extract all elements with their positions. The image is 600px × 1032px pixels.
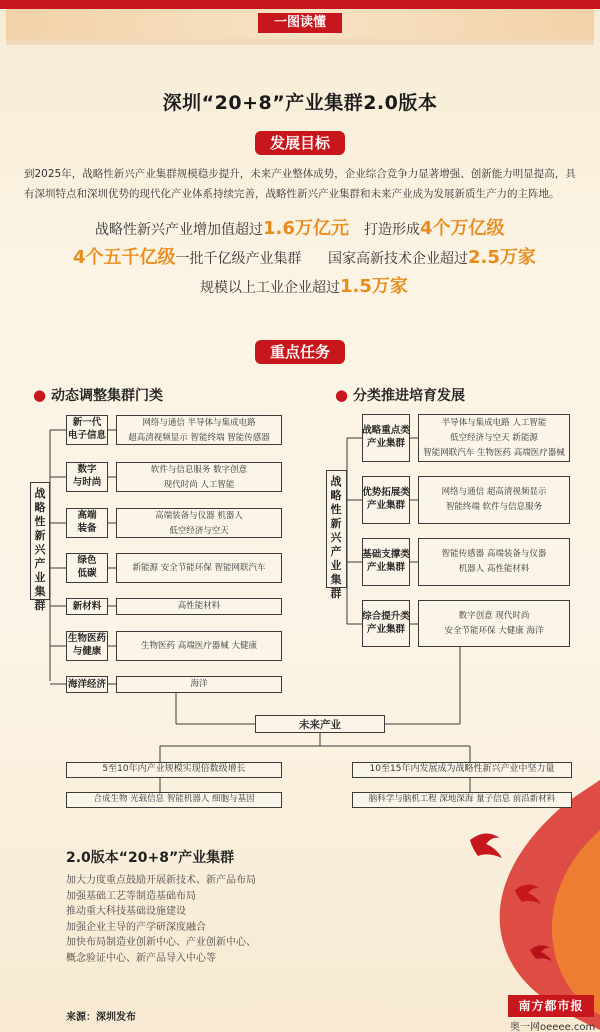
right-row-items-line1: 半导体与集成电路 人工智能 xyxy=(441,418,547,428)
right-row-label-line2: 产业集群 xyxy=(366,438,405,449)
target3-value: 4个五千亿级 xyxy=(73,247,176,268)
version-list xyxy=(66,873,366,966)
left-row-label: 海洋经济 xyxy=(67,679,106,690)
version-title: 2.0版本“20+8”产业集群 xyxy=(66,850,235,866)
newspaper-logo: 南方都市报 xyxy=(508,995,594,1017)
left-row-label xyxy=(66,416,108,442)
left-row-label-line1: 生物医药 xyxy=(67,633,106,644)
left-row-label xyxy=(66,509,108,535)
target5-value: 1.5万家 xyxy=(340,276,408,297)
left-row-items: 生物医药 高端医疗器械 大健康 xyxy=(141,641,257,651)
left-row-label-line1: 新一代 xyxy=(72,417,102,428)
goals-intro-line1: 到2025年，战略性新兴产业集群规模稳步提升，未来产业整体成势，企业综合竞争力显著增强、创新能力明显提高，具 xyxy=(24,168,576,180)
right-row-label-line1: 综合提升类 xyxy=(362,611,410,622)
left-row-label xyxy=(66,463,108,489)
right-row-items xyxy=(418,609,570,639)
right-row-items-line2: 智能终端 软件与信息服务 xyxy=(445,502,543,512)
left-row-label-line2: 与时尚 xyxy=(72,477,102,488)
right-row-label-line1: 优势拓展类 xyxy=(362,487,410,498)
right-row-label-line2: 产业集群 xyxy=(366,624,405,635)
right-row-label-line1: 基础支撑类 xyxy=(362,549,410,560)
left-row-items-line2: 低空经济与空天 xyxy=(169,526,229,536)
version-list-item: 加强基础工艺等制造基础布局 xyxy=(66,890,196,902)
right-row-items-line1: 数字创意 现代时尚 xyxy=(458,611,530,621)
left-row-items xyxy=(116,416,282,446)
goals-heading: 发展目标 xyxy=(255,131,345,155)
left-row-items xyxy=(116,509,282,539)
version-list-item: 加强企业主导的产学研深度融合 xyxy=(66,921,206,933)
left-row-items: 海洋 xyxy=(190,679,208,689)
future-left-title: 5至10年内产业规模实现倍数级增长 xyxy=(102,764,246,774)
left-row-items-line1: 高端装备与仪器 机器人 xyxy=(155,511,243,521)
target2-text: 打造形成 xyxy=(364,222,420,238)
left-row-items: 高性能材料 xyxy=(177,601,221,611)
target4-value: 2.5万家 xyxy=(468,247,536,268)
target2-value: 4个万亿级 xyxy=(420,218,505,239)
future-industry-box: 未来产业 xyxy=(255,715,385,733)
version-list-item: 加快布局制造业创新中心、产业创新中心、 xyxy=(66,937,256,948)
right-row-items-line3: 智能网联汽车 生物医药 高端医疗器械 xyxy=(423,448,565,458)
left-row-label-line1: 数字 xyxy=(77,464,97,475)
version-list-item: 加大力度重点鼓励开展新技术、新产品布局 xyxy=(66,875,256,886)
target5-text: 规模以上工业企业超过 xyxy=(200,280,340,296)
target3-text: 一批千亿级产业集群 xyxy=(175,251,302,267)
left-row-items xyxy=(116,463,282,493)
future-right-title: 10至15年内发展成为战略性新兴产业中坚力量 xyxy=(369,764,555,774)
left-vertical-label: 战略性新兴产业集群 xyxy=(34,487,46,612)
right-row-items-line2: 安全节能环保 大健康 海洋 xyxy=(444,626,544,636)
left-row-label-line2: 装备 xyxy=(77,523,97,534)
left-row-label-line1: 绿色 xyxy=(77,555,97,566)
future-right-items: 脑科学与脑机工程 深地深海 量子信息 前沿新材料 xyxy=(368,794,556,804)
future-left-items: 合成生物 光载信息 智能机器人 细胞与基因 xyxy=(93,794,255,804)
left-row-items-line1: 网络与通信 半导体与集成电路 xyxy=(142,418,256,428)
header-tag: 一图读懂 xyxy=(258,13,342,33)
target1-text: 战略性新兴产业增加值超过 xyxy=(95,222,263,238)
right-row-items xyxy=(418,485,570,515)
right-row-items-line2: 机器人 高性能材料 xyxy=(458,564,530,574)
version-list-item: 推动重大科技基础设施建设 xyxy=(66,906,186,917)
right-row-items-line1: 智能传感器 高端装备与仪器 xyxy=(441,549,547,559)
left-row-items-line2: 超高清视频显示 智能终端 智能传感器 xyxy=(128,433,270,443)
right-row-label-line2: 产业集群 xyxy=(366,562,405,573)
right-row-label xyxy=(362,486,410,512)
target4-text: 国家高新技术企业超过 xyxy=(328,251,468,267)
watermark: 奥一网oeeee.com xyxy=(510,1022,596,1032)
right-vertical-label: 战略性新兴产业集群 xyxy=(330,475,342,600)
right-row-items-line2: 低空经济与空天 新能源 xyxy=(450,433,538,443)
source-credit: 来源：深圳发布 xyxy=(66,1012,136,1023)
target1-value: 1.6万亿元 xyxy=(263,218,349,239)
right-subheading-text: 分类推进培育发展 xyxy=(352,388,465,404)
left-row-label-line1: 高端 xyxy=(77,510,97,521)
left-row-items-line1: 软件与信息服务 数字创意 xyxy=(150,465,248,475)
right-row-items-line1: 网络与通信 超高清视频显示 xyxy=(441,487,547,497)
bullet-icon: ● xyxy=(33,386,47,404)
left-row-label-line2: 低碳 xyxy=(77,568,97,579)
goals-intro-line2: 有深圳特点和深圳优势的现代化产业体系持续完善，战略性新兴产业集群和未来产业成为发展新质生产力的主阵地。 xyxy=(24,188,560,200)
left-subheading-text: 动态调整集群门类 xyxy=(50,388,163,404)
tasks-heading: 重点任务 xyxy=(255,340,345,364)
bullet-icon: ● xyxy=(335,386,349,404)
left-row-items-line2: 现代时尚 人工智能 xyxy=(163,480,235,490)
left-row-label-line2: 电子信息 xyxy=(67,430,106,441)
right-row-items xyxy=(418,416,570,461)
left-row-label xyxy=(66,632,108,658)
left-row-items: 新能源 安全节能环保 智能网联汽车 xyxy=(132,563,266,573)
right-row-label-line2: 产业集群 xyxy=(366,500,405,511)
left-row-label xyxy=(66,554,108,580)
right-row-label xyxy=(362,548,410,574)
right-row-items xyxy=(418,547,570,577)
right-row-label xyxy=(362,424,410,450)
right-row-label-line1: 战略重点类 xyxy=(362,425,410,436)
page-title: 深圳“20+8”产业集群2.0版本 xyxy=(162,92,438,114)
right-row-label xyxy=(362,610,410,636)
version-list-item: 概念验证中心、新产品导入中心等 xyxy=(66,952,216,964)
left-row-label: 新材料 xyxy=(72,601,102,612)
left-row-label-line2: 与健康 xyxy=(72,646,102,657)
